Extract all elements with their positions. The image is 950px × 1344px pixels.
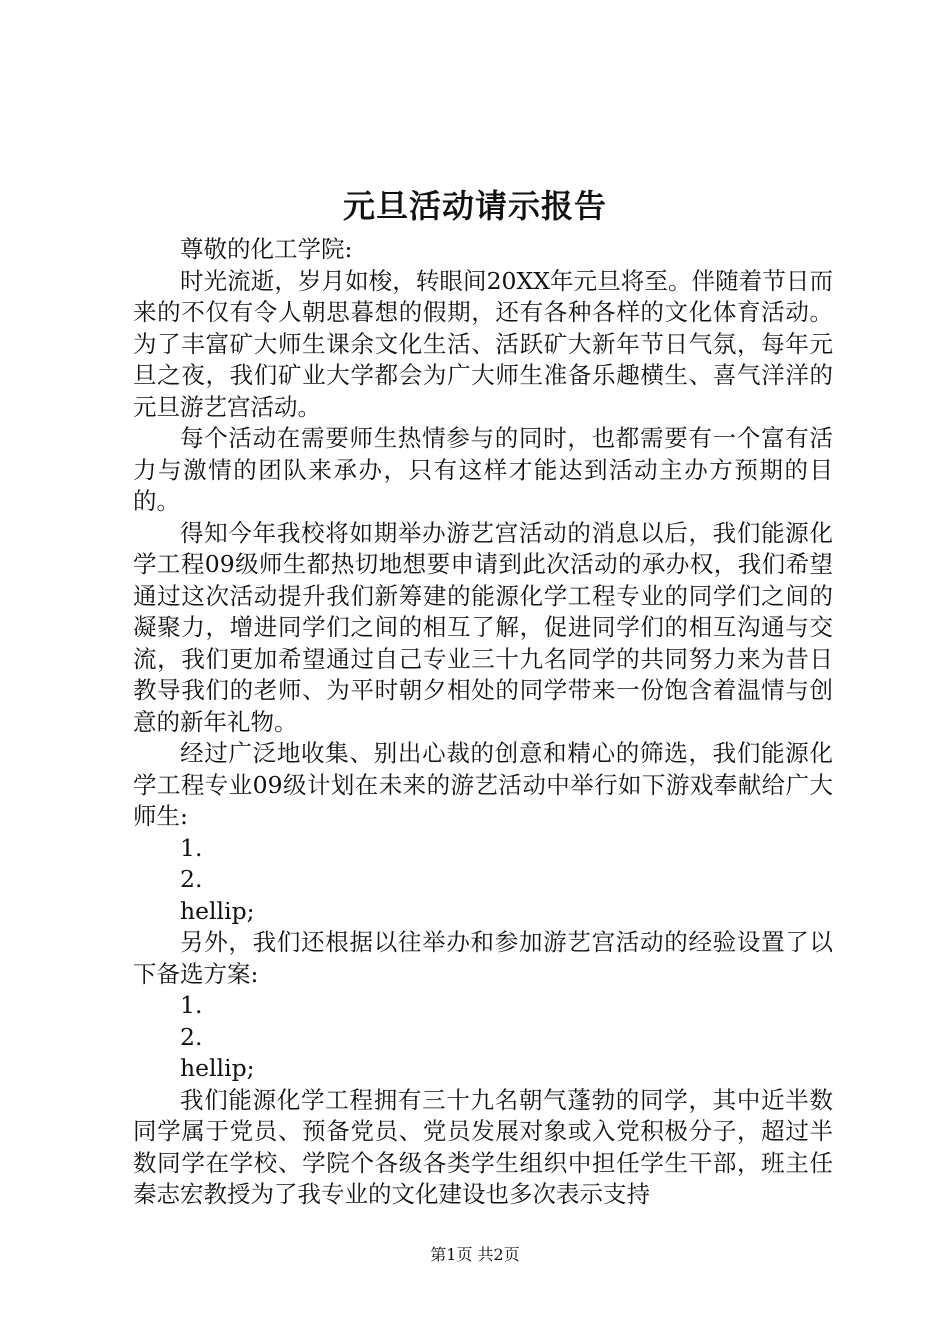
page-footer: 第1页 共2页 [430,1245,520,1264]
document-title: 元旦活动请示报告 [342,187,607,225]
paragraph-application: 得知今年我校将如期举办游艺宫活动的消息以后，我们能源化学工程09级师生都热切地想要申请到此次活动的承办权，我们希望通过这次活动提升我们新筹建的能源化学工程专业的同学们之间的凝聚力，增进同学们之间的相互了解，促进同学们的相互沟通与交流，我们更加希望通过自己专业三十九名同学的共同努力来为昔日教导我们的老师、为平时朝夕相处的同学带来一份饱含着温情与创意的新年礼物。 [133,518,833,736]
list-item: hellip; [180,896,255,925]
paragraph-games-intro: 经过广泛地收集、别出心裁的创意和精心的筛选，我们能源化学工程专业09级计划在未来的游艺活动中举行如下游戏奉献给广大师生: [133,739,833,830]
paragraph-class-intro: 我们能源化学工程拥有三十九名朝气蓬勃的同学，其中近半数同学属于党员、预备党员、党员发展对象或入党积极分子，超过半数同学在学校、学院个各级各类学生组织中担任学生干部，班主任秦志宏教授为了我专业的文化建设也多次表示支持 [133,1085,833,1208]
salutation: 尊敬的化工学院: [180,235,353,263]
paragraph-backup-intro: 另外，我们还根据以往举办和参加游艺宫活动的经验设置了以下备选方案: [133,928,833,988]
list-item: 2. [180,1022,203,1051]
list-item: 2. [180,865,203,893]
paragraph-team: 每个活动在需要师生热情参与的同时，也都需要有一个富有活力与激情的团队来承办，只有这样才能达到活动主办方预期的目的。 [133,424,833,515]
list-item: hellip; [180,1054,255,1082]
list-item: 1. [180,833,203,862]
document-body [133,234,833,1211]
list-item: 1. [180,991,203,1019]
paragraph-intro: 时光流逝，岁月如梭，转眼间20XX年元旦将至。伴随着节日而来的不仅有令人朝思暮想的假期，还有各种各样的文化体育活动。为了丰富矿大师生课余文化生活、活跃矿大新年节日气氛，每年元旦之夜，我们矿业大学都会为广大师生准备乐趣横生、喜气洋洋的元旦游艺宫活动。 [133,266,833,421]
